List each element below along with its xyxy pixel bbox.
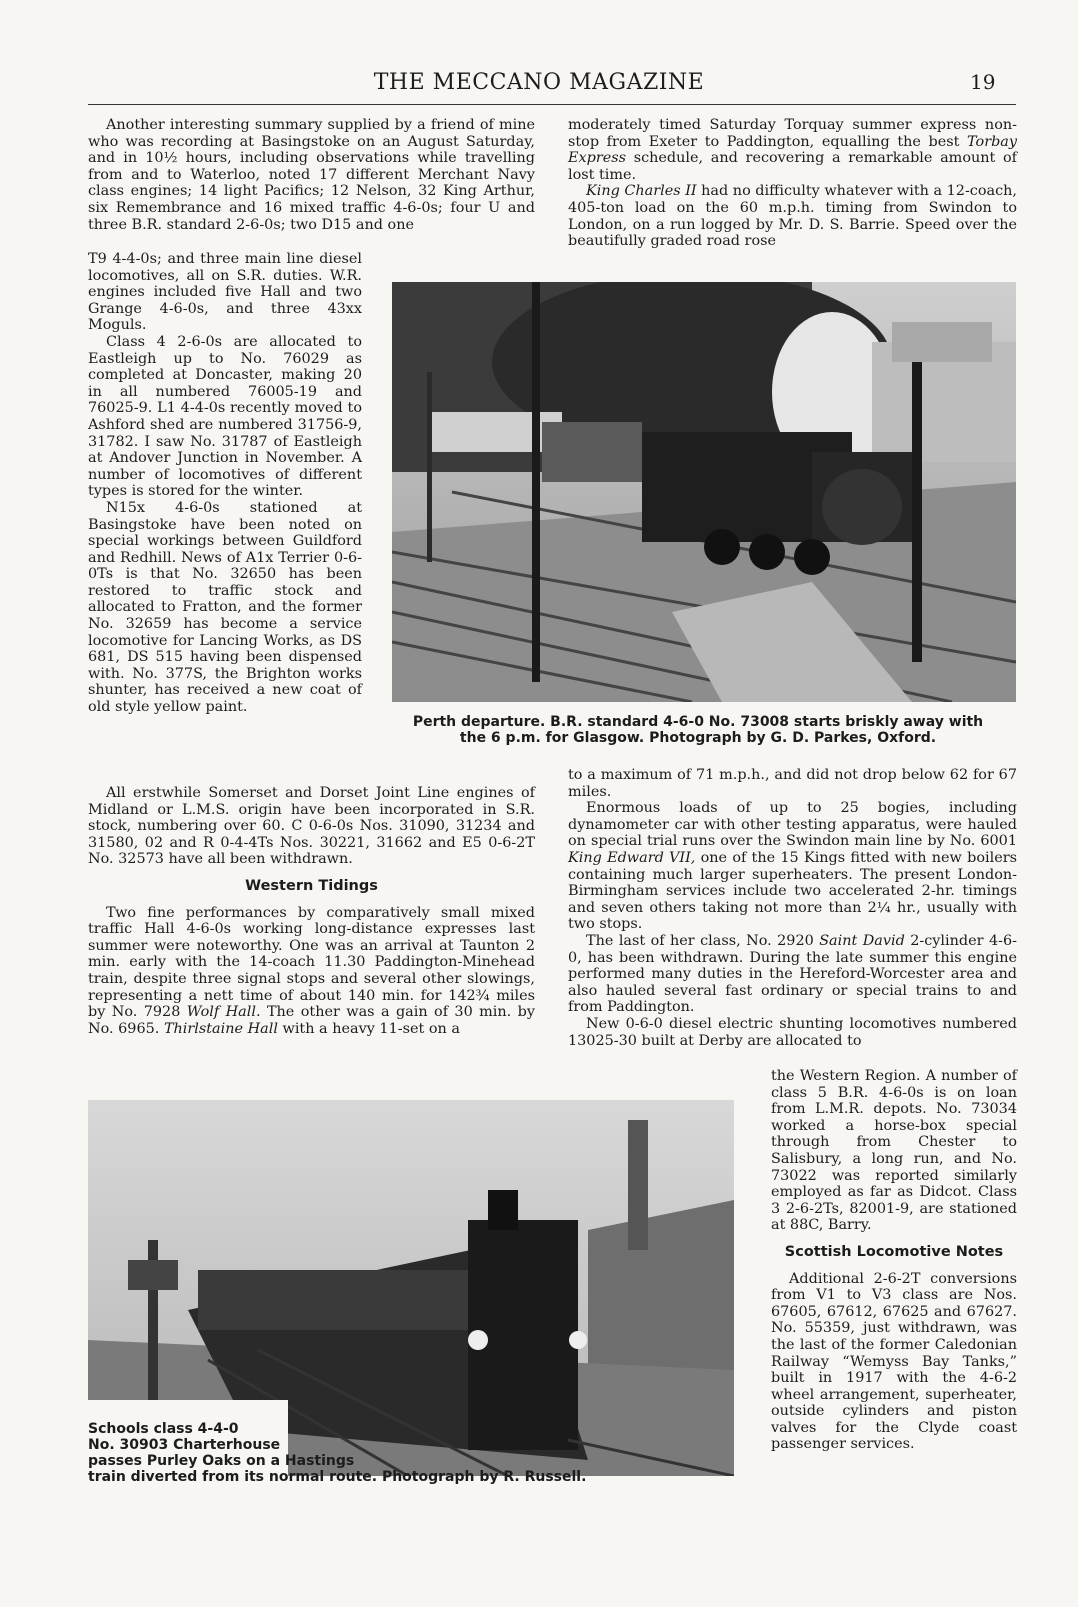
paragraph-western-region: the Western Region. A number of class 5 B.R. 4-6-0s is on loan from L.M.R. depots. No. 73034 worked a horse-box special through from Chester to Salisbury, a long run, and No. 73022 was reported similarly employed as far as Didcot. Class 3 2-6-2Ts, 82001-9, are stationed at 88C, Barry. <box>771 1068 1017 1234</box>
magazine-title: THE MECCANO MAGAZINE <box>373 70 705 95</box>
paragraph-maximum: to a maximum of 71 m.p.h., and did not drop below 62 for 67 miles. <box>568 767 1017 800</box>
paragraph-n15x: N15x 4-6-0s stationed at Basingstoke have been noted on special workings between Guildford and Redhill. News of A1x Terrier 0-6-0Ts is that No. 32650 has been restored to traffic stock and allocated to Fratton, and the former No. 32659 has become a service locomotive for Lancing Works, as DS 681, DS 515 having been dispensed with. No. 377S, the Brighton works shunter, has received a new coat of old style yellow paint. <box>88 499 362 716</box>
paragraph-t9: T9 4-4-0s; and three main line diesel locomotives, all on S.R. duties. W.R. engines included five Hall and two Grange 4-6-0s, and three 43xx Moguls. <box>88 251 362 334</box>
paragraph-sdjr: All erstwhile Somerset and Dorset Joint Line engines of Midland or L.M.S. origin have been incorporated in S.R. stock, numbering over 60. C 0-6-0s Nos. 31090, 31234 and 31580, 02 and R 0-4-4Ts Nos. 30221, 31662 and E5 0-6-2T No. 32573 have all been withdrawn. <box>88 785 535 868</box>
paragraph-enormous-loads: Enormous loads of up to 25 bogies, including dynamometer car with other testing apparatus, were hauled on special trial runs over the Swindon main line by No. 6001 King Edward VII, one of the 15 Kings fitted with new boilers containing much larger superheaters. The present London-Birmingham services include two accelerated 2-hr. timings and seven others taking not more than 2¼ hr., usually with two stops. <box>568 800 1017 933</box>
photo-perth-departure <box>392 282 1016 702</box>
paragraph-western: Two fine performances by comparatively small mixed traffic Hall 4-6-0s working long-distance expresses last summer were noteworthy. One was an arrival at Taunton 2 min. early with the 14-coach 11.30 Paddington-Minehead train, despite three signal stops and several other slowings, representing a nett time of about 140 min. for 142¾ miles by No. 7928 Wolf Hall. The other was a gain of 30 min. by No. 6965. Thirlstaine Hall with a heavy 11-set on a <box>88 904 536 1037</box>
paragraph-king-charles: King Charles II had no difficulty whatever with a 12-coach, 405-ton load on the 60 m.p.h. timing from Swindon to London, on a run logged by Mr. D. S. Barrie. Speed over the beautifully graded road rose <box>568 183 1018 250</box>
paragraph-saint-david: The last of her class, No. 2920 Saint David 2-cylinder 4-6-0, has been withdrawn. During the late summer this engine performed many duties in the Hereford-Worcester area and also hauled several fast ordinary or special trains to and from Paddington. <box>568 932 1017 1016</box>
section-heading-scottish: Scottish Locomotive Notes <box>784 1243 1004 1260</box>
left-column-narrow <box>88 251 362 716</box>
page-number: 19 <box>970 70 996 94</box>
right-column-middle <box>568 767 1017 1049</box>
left-column-top <box>88 117 535 233</box>
section-heading-western: Western Tidings <box>245 877 378 894</box>
paragraph-scottish: Additional 2-6-2T conversions from V1 to V3 class are Nos. 67605, 67612, 67625 and 67627. No. 55359, just withdrawn, was the last of the former Caledonian Railway “Wemyss Bay Tanks,” built in 1917 with the 4-6-2 wheel arrangement, superheater, outside cylinders and piston valves for the Clyde coast passenger services. <box>771 1270 1017 1453</box>
header-rule <box>88 104 1016 105</box>
photo1-caption: Perth departure. B.R. standard 4-6-0 No. 73008 starts briskly away with the 6 p.m. for Glasgow. Photograph by G. D. Parkes, Oxford. <box>412 714 984 746</box>
paragraph-torquay: moderately timed Saturday Torquay summer express non-stop from Exeter to Paddington, equalling the best Torbay Express schedule, and recovering a remarkable amount of lost time. <box>568 117 1017 183</box>
right-column-narrow <box>771 1068 1017 1453</box>
paragraph-diesel-shunting: New 0-6-0 diesel electric shunting locomotives numbered 13025-30 built at Derby are allocated to <box>568 1015 1017 1049</box>
photo-schools-class <box>88 1100 734 1476</box>
paragraph-class4: Class 4 2-6-0s are allocated to Eastleigh up to No. 76029 as completed at Doncaster, making 20 in all numbered 76005-19 and 76025-9. L1 4-4-0s recently moved to Ashford shed are numbered 31756-9, 31782. I saw No. 31787 of Eastleigh at Andover Junction in November. A number of locomotives of different types is stored for the winter. <box>88 333 362 500</box>
left-column-middle <box>88 785 535 1037</box>
paragraph-summary: Another interesting summary supplied by a friend of mine who was recording at Basingstoke on an August Saturday, and in 10½ hours, including observations while travelling from and to Waterloo, noted 17 different Merchant Navy class engines; 14 light Pacifics; 12 Nelson, 32 King Arthur, six Remembrance and 16 mixed traffic 4-6-0s; four U and three B.R. standard 2-6-0s; two D15 and one <box>88 117 535 233</box>
photo2-caption: Schools class 4-4-0 No. 30903 Charterhouse passes Purley Oaks on a Hastings train diverted from its normal route. Photograph by R. Russell. <box>88 1421 587 1485</box>
right-column-top <box>568 117 1017 250</box>
